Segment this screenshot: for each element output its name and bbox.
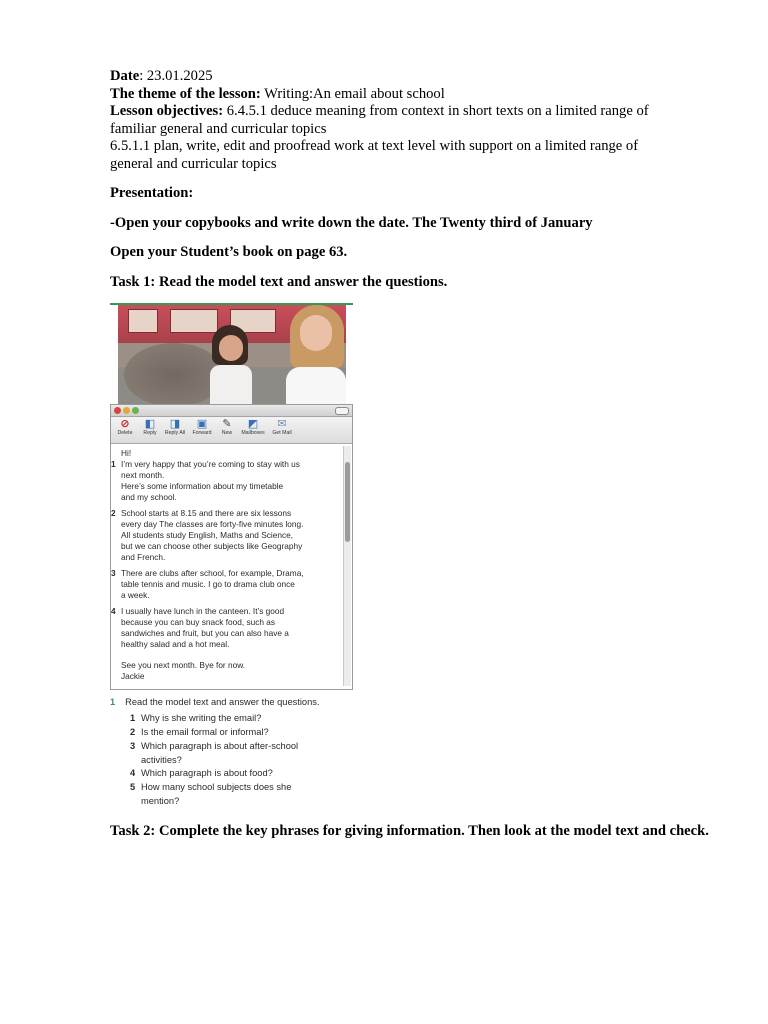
task2-heading: Task 2: Complete the key phrases for giving information. Then look at the model text and check. <box>110 823 709 839</box>
email-line: I’m very happy that you’re coming to stay with us <box>121 459 300 469</box>
question-text: How many school subjects does she <box>141 782 292 792</box>
get-mail-button[interactable] <box>269 418 295 437</box>
question-number: 5 <box>130 782 136 792</box>
email-titlebar <box>111 405 352 417</box>
delete-label: Delete <box>117 430 133 436</box>
email-line: and my school. <box>121 492 177 502</box>
question-text: Why is she writing the email? <box>141 713 262 723</box>
reply-icon: ◧ <box>144 418 156 430</box>
email-line: every day The classes are forty-five minutes long. <box>121 519 304 529</box>
email-scrollbar[interactable] <box>343 446 351 686</box>
email-line: Here’s some information about my timetable <box>121 481 284 491</box>
photo-foreground-blur <box>124 343 224 405</box>
question-number: 1 <box>130 713 136 723</box>
email-window <box>110 404 353 690</box>
email-line: healthy salad and a hot meal. <box>121 639 230 649</box>
forward-icon: ▣ <box>196 418 208 430</box>
question-item <box>130 726 269 740</box>
new-icon: ✎ <box>222 418 232 430</box>
photo-girl-right <box>286 305 346 405</box>
email-line: There are clubs after school, for example, Drama, <box>121 568 304 578</box>
reply-all-icon: ◨ <box>169 418 181 430</box>
classroom-photo <box>118 305 346 405</box>
scrollbar-thumb[interactable] <box>345 462 350 542</box>
objectives-text-3: 6.5.1.1 plan, write, edit and proofread work at text level with support on a limited range of <box>110 138 639 154</box>
question-item <box>130 781 291 795</box>
paragraph-number: 2 <box>111 508 116 518</box>
presentation-heading-text: Presentation: <box>110 185 194 201</box>
email-closing: See you next month. Bye for now. <box>121 660 246 670</box>
presentation-heading <box>110 185 710 203</box>
task1-heading-text: Task 1: Read the model text and answer the questions. <box>110 273 448 290</box>
date-line <box>110 68 710 86</box>
exercise-number: 1 <box>110 697 116 707</box>
toolbar-toggle-icon[interactable] <box>335 407 349 415</box>
instruction-students-book-text: Open your Student’s book on page 63. <box>110 244 348 260</box>
question-item <box>130 712 261 726</box>
forward-label: Forward <box>192 430 212 436</box>
question-number: 2 <box>130 727 136 737</box>
question-text-continued: mention? <box>141 796 180 806</box>
zoom-window-icon[interactable] <box>132 407 139 414</box>
instruction-copybooks-text: -Open your copybooks and write down the date. The Twenty third of January <box>110 214 593 231</box>
theme-label: The theme of the lesson: <box>110 85 261 102</box>
paragraph-number: 1 <box>111 459 116 469</box>
email-line: All students study English, Maths and Science, <box>121 530 294 540</box>
email-line: a week. <box>121 590 150 600</box>
email-line: I usually have lunch in the canteen. It’s good <box>121 606 285 616</box>
reply-all-label: Reply All <box>164 430 186 436</box>
date-value: : 23.01.2025 <box>139 68 213 84</box>
email-line: sandwiches and fruit, but you can also have a <box>121 628 289 638</box>
question-number: 3 <box>130 741 136 751</box>
question-text-continued: activities? <box>141 755 182 765</box>
get-mail-label: Get Mail <box>272 430 292 436</box>
objectives-text-4: general and curricular topics <box>110 155 277 172</box>
objectives-line <box>110 103 710 121</box>
instruction-copybooks <box>110 215 710 233</box>
objectives-label: Lesson objectives: <box>110 103 224 119</box>
email-signature: Jackie <box>121 671 145 681</box>
email-line: School starts at 8.15 and there are six lessons <box>121 508 292 518</box>
email-line: and French. <box>121 552 166 562</box>
theme-line <box>110 86 710 104</box>
email-toolbar <box>111 417 352 444</box>
email-line: table tennis and music. I go to drama club once <box>121 579 295 589</box>
paragraph-number: 3 <box>111 568 116 578</box>
email-body <box>111 446 339 686</box>
question-item <box>130 767 273 781</box>
mailboxes-label: Mailboxes <box>241 430 265 436</box>
photo-poster <box>128 309 158 333</box>
objectives-text-1: 6.4.5.1 deduce meaning from context in short texts on a limited range of <box>223 103 649 119</box>
exercise-heading <box>110 696 320 710</box>
email-line: but we can choose other subjects like Geography <box>121 541 303 551</box>
question-text: Is the email formal or informal? <box>141 727 269 737</box>
reply-label: Reply <box>143 430 157 436</box>
paragraph-number: 4 <box>111 606 116 616</box>
email-line: next month. <box>121 470 165 480</box>
objectives-text-2: familiar general and curricular topics <box>110 120 327 137</box>
exercise-title: Read the model text and answer the questions. <box>125 697 320 707</box>
new-label: New <box>221 430 233 436</box>
question-item <box>130 740 298 754</box>
question-number: 4 <box>130 768 136 778</box>
close-window-icon[interactable] <box>114 407 121 414</box>
get-mail-icon: ✉ <box>277 418 287 430</box>
lesson-header <box>110 68 710 291</box>
instruction-students-book <box>110 244 710 262</box>
delete-icon: ⊘ <box>120 418 130 430</box>
theme-value: Writing:An email about school <box>260 85 445 102</box>
date-label: Date <box>110 68 140 84</box>
textbook-figure <box>110 303 354 815</box>
photo-girl-left <box>210 325 252 405</box>
question-text: Which paragraph is about food? <box>141 768 273 778</box>
task1-heading <box>110 274 710 292</box>
mailboxes-button[interactable] <box>240 418 266 437</box>
minimize-window-icon[interactable] <box>123 407 130 414</box>
email-greeting: Hi! <box>121 448 132 458</box>
question-text: Which paragraph is about after-school <box>141 741 299 751</box>
email-line: because you can buy snack food, such as <box>121 617 276 627</box>
mailboxes-icon: ◩ <box>247 418 259 430</box>
